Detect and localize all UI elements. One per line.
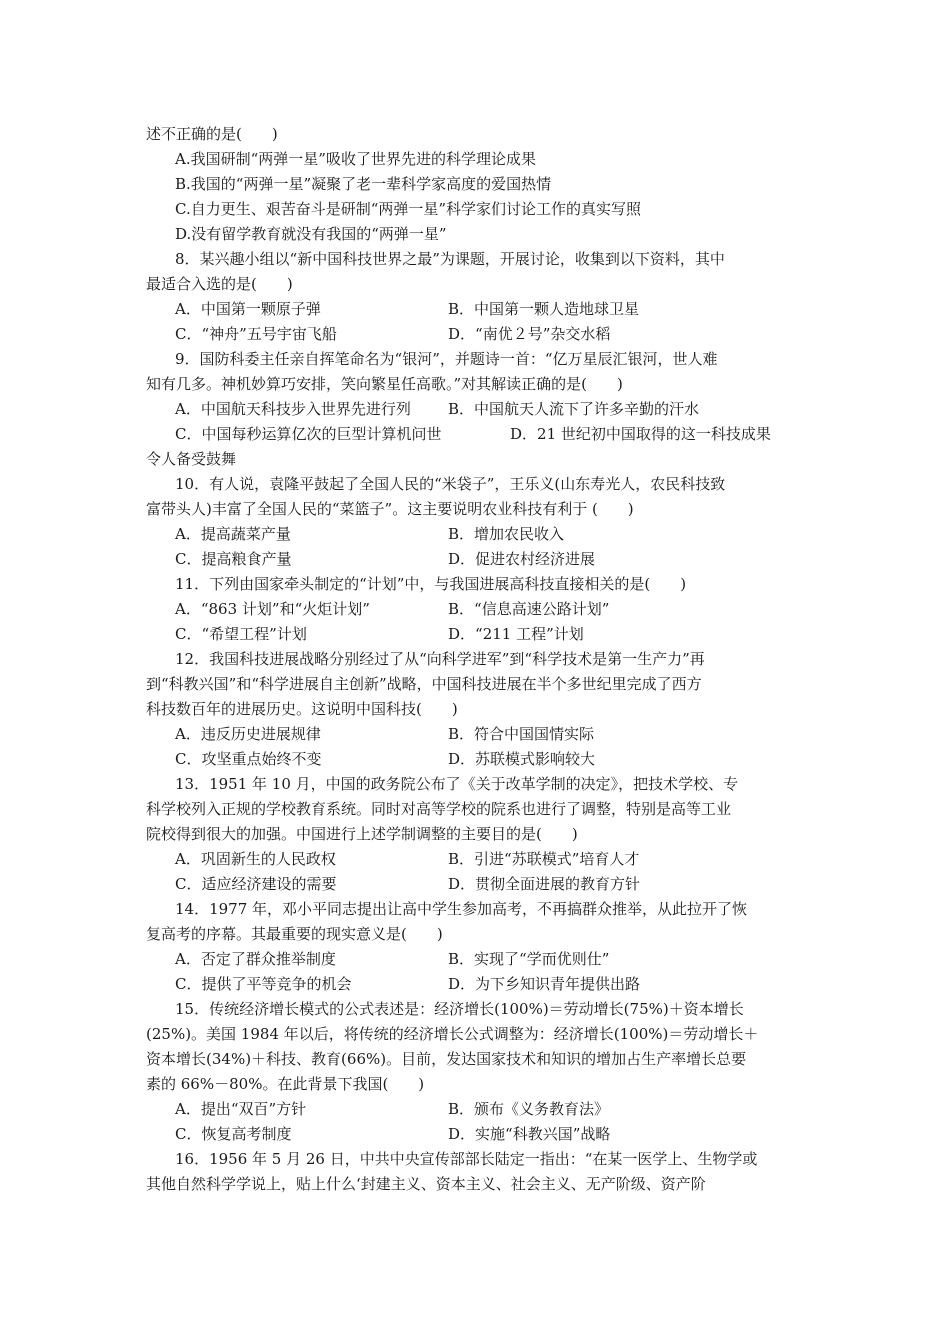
option-a: A．巩固新生的人民政权 bbox=[175, 850, 336, 868]
option-d: D．“211 工程”计划 bbox=[448, 625, 584, 643]
option-d: D.没有留学教育就没有我国的“两弹一星” bbox=[175, 225, 447, 243]
question-12: 12．我国科技进展战略分别经过了从“向科学进军”到“科学技术是第一生产力”再 bbox=[175, 650, 705, 668]
text-line: 复高考的序幕。其最重要的现实意义是( ) bbox=[146, 925, 443, 943]
option-b: B．增加农民收入 bbox=[448, 525, 565, 543]
option-d: D．实施“科教兴国”战略 bbox=[448, 1125, 611, 1143]
option-a: A．提高蔬菜产量 bbox=[175, 525, 291, 543]
question-10: 10．有人说，袁隆平鼓起了全国人民的“米袋子”，王乐义(山东寿光人，农民科技致 bbox=[175, 475, 726, 493]
text-line: 令人备受鼓舞 bbox=[146, 450, 237, 468]
option-c: C．提供了平等竞争的机会 bbox=[175, 975, 352, 993]
option-b: B．实现了“学而优则仕” bbox=[448, 950, 610, 968]
option-c: C．攻坚重点始终不变 bbox=[175, 750, 322, 768]
option-a: A．中国第一颗原子弹 bbox=[175, 300, 321, 318]
option-c: C．“神舟”五号宇宙飞船 bbox=[175, 325, 337, 343]
question-14: 14．1977 年，邓小平同志提出让高中学生参加高考，不再搞群众推举，从此拉开了恢 bbox=[175, 900, 748, 918]
option-d: D．促进农村经济进展 bbox=[448, 550, 596, 568]
question-8: 8．某兴趣小组以“新中国科技世界之最”为课题，开展讨论，收集到以下资料，其中 bbox=[175, 250, 725, 268]
option-c: C．提高粮食产量 bbox=[175, 550, 292, 568]
option-b: B．“信息高速公路计划” bbox=[448, 600, 610, 618]
text-line: 到“科教兴国”和“科学进展自主创新”战略，中国科技进展在半个多世纪里完成了西方 bbox=[146, 675, 702, 693]
option-d: D．“南优２号”杂交水稻 bbox=[448, 325, 611, 343]
text-line: 富带头人)丰富了全国人民的“菜篮子”。这主要说明农业科技有利于 ( ) bbox=[146, 500, 634, 518]
option-d: D．21 世纪初中国取得的这一科技成果 bbox=[510, 425, 771, 443]
question-15: 15．传统经济增长模式的公式表述是：经济增长(100%)＝劳动增长(75%)＋资本增长 bbox=[175, 1000, 744, 1018]
text-line: (25%)。美国 1984 年以后，将传统的经济增长公式调整为：经济增长(100%)＝劳动增长＋ bbox=[146, 1025, 759, 1043]
text-line: 院校得到很大的加强。中国进行上述学制调整的主要目的是( ) bbox=[146, 825, 578, 843]
option-c: C．中国每秒运算亿次的巨型计算机问世 bbox=[175, 425, 442, 443]
question-16: 16．1956 年 5 月 26 日，中共中央宣传部部长陆定一指出：“在某一医学上、生物学或 bbox=[175, 1150, 758, 1168]
text-line: 科技数百年的进展历史。这说明中国科技( ) bbox=[146, 700, 458, 718]
option-d: D．苏联模式影响较大 bbox=[448, 750, 596, 768]
option-a: A．违反历史进展规律 bbox=[175, 725, 321, 743]
question-9: 9．国防科委主任亲自挥笔命名为“银河”，并题诗一首：“亿万星辰汇银河，世人难 bbox=[175, 350, 718, 368]
option-a: A．中国航天科技步入世界先进行列 bbox=[175, 400, 411, 418]
option-c: C.自力更生、艰苦奋斗是研制“两弹一星”科学家们讨论工作的真实写照 bbox=[175, 200, 642, 218]
text-line: 述不正确的是( ) bbox=[146, 125, 278, 143]
text-line: 资本增长(34%)＋科技、教育(66%)。目前，发达国家技术和知识的增加占生产率增长总要 bbox=[146, 1050, 747, 1068]
text-line: 科学校列入正规的学校教育系统。同时对高等学校的院系也进行了调整，特别是高等工业 bbox=[146, 800, 732, 818]
option-b: B.我国的“两弹一星”凝聚了老一辈科学家高度的爱国热情 bbox=[175, 175, 552, 193]
option-a: A．“863 计划”和“火炬计划” bbox=[175, 600, 370, 618]
option-b: B．颁布《义务教育法》 bbox=[448, 1100, 610, 1118]
text-line: 最适合入选的是( ) bbox=[146, 275, 293, 293]
option-c: C．恢复高考制度 bbox=[175, 1125, 292, 1143]
option-d: D．为下乡知识青年提供出路 bbox=[448, 975, 641, 993]
option-b: B．中国航天人流下了许多辛勤的汗水 bbox=[448, 400, 700, 418]
question-11: 11．下列由国家牵头制定的“计划”中，与我国进展高科技直接相关的是( ) bbox=[175, 575, 687, 593]
option-a: A．提出“双百”方针 bbox=[175, 1100, 307, 1118]
option-b: B．中国第一颗人造地球卫星 bbox=[448, 300, 640, 318]
text-line: 其他自然科学学说上，贴上什么‘封建主义、资本主义、社会主义、无产阶级、资产阶 bbox=[146, 1175, 706, 1193]
option-d: D．贯彻全面进展的教育方针 bbox=[448, 875, 641, 893]
option-b: B．符合中国国情实际 bbox=[448, 725, 595, 743]
question-13: 13．1951 年 10 月，中国的政务院公布了《关于改革学制的决定》，把技术学校、专 bbox=[175, 775, 739, 793]
option-a: A.我国研制“两弹一星”吸收了世界先进的科学理论成果 bbox=[175, 150, 536, 168]
option-c: C．“希望工程”计划 bbox=[175, 625, 307, 643]
option-b: B．引进“苏联模式”培育人才 bbox=[448, 850, 640, 868]
text-line: 素的 66%－80%。在此背景下我国( ) bbox=[146, 1075, 425, 1093]
text-line: 知有几多。神机妙算巧安排，笑向繁星任高歌。”对其解读正确的是( ) bbox=[146, 375, 623, 393]
option-c: C．适应经济建设的需要 bbox=[175, 875, 337, 893]
option-a: A．否定了群众推举制度 bbox=[175, 950, 336, 968]
